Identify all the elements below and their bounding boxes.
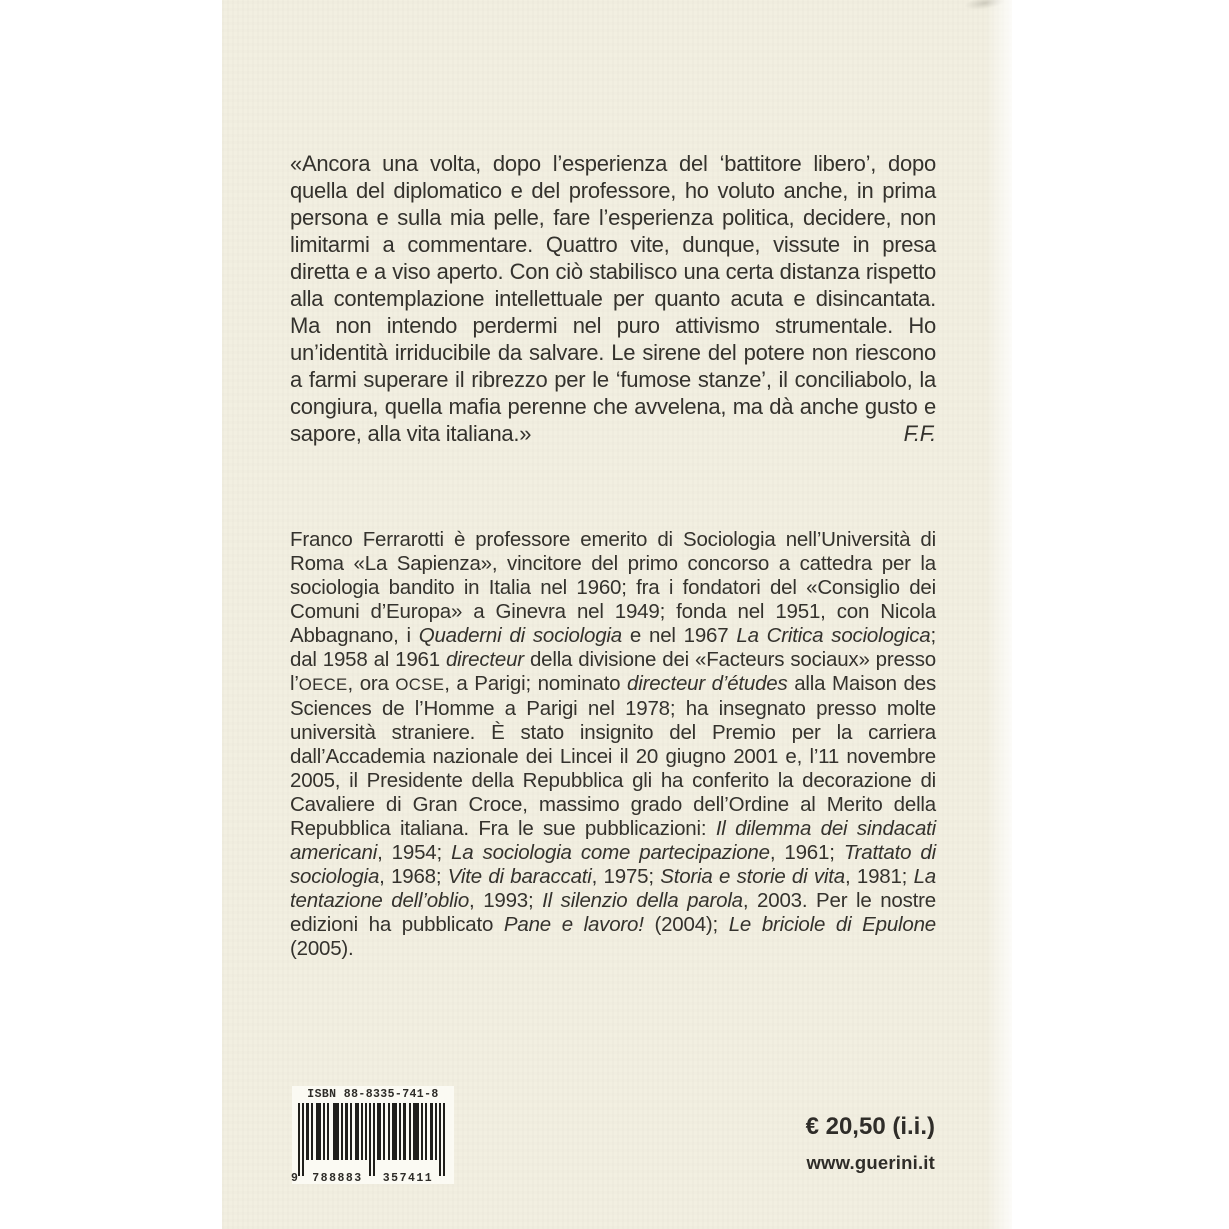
bio-text-segment: , ora — [347, 672, 396, 695]
bio-text-segment: OECE — [298, 675, 348, 694]
barcode-bar — [403, 1103, 406, 1160]
bio-text-segment: Quaderni di sociologia — [418, 624, 622, 647]
bio-text-segment: Le briciole di Epulone — [728, 913, 936, 936]
barcode-isbn-label: ISBN 88-8335-741-8 — [307, 1088, 439, 1101]
barcode-bar — [306, 1103, 309, 1160]
barcode-bar — [430, 1103, 433, 1160]
quote-paragraph — [290, 150, 936, 447]
barcode-bar — [439, 1103, 441, 1176]
barcode-bar — [392, 1103, 397, 1160]
barcode-bar — [435, 1103, 437, 1160]
barcode-bar — [425, 1103, 427, 1160]
page-edge-highlight — [986, 0, 1012, 1229]
bio-text-segment: La tentazione dell’oblio — [290, 865, 936, 912]
bio-text-segment: Franco Ferrarotti è professore emerito di Sociologia nell’Università di Roma «La Sapienza», vincitore del primo concorso a cattedra per la sociologia bandito in Italia nel 1960; fra i fondatori del «Consiglio dei Comuni d’Europa» a Ginevra nel 1949; fonda nel 1951, con Nicola Abbagnano, i — [290, 528, 936, 647]
barcode-bar — [413, 1103, 419, 1160]
bio-text-segment: Storia e storie di vita — [660, 865, 845, 888]
barcode-bar — [388, 1103, 390, 1160]
book-back-cover — [222, 0, 1012, 1229]
barcode-bar — [298, 1103, 300, 1176]
bio-text-segment: della divisione dei «Facteurs sociaux» presso l’ — [290, 648, 937, 695]
barcode-bar — [443, 1103, 445, 1176]
barcode-bar — [302, 1103, 304, 1176]
barcode-bar — [361, 1103, 363, 1160]
bio-text-segment: , 1954; — [377, 841, 452, 864]
bio-text-segment: ; dal 1958 al 1961 — [290, 624, 936, 671]
bio-text-segment: , 2003. Per le nostre edizioni ha pubblicato — [290, 889, 936, 936]
barcode-bar — [369, 1103, 371, 1176]
bio-text-segment: Il silenzio della parola — [542, 889, 743, 912]
bio-text-segment: directeur d’études — [627, 672, 788, 695]
website-label: www.guerini.it — [806, 1152, 935, 1173]
barcode-bar — [409, 1103, 411, 1160]
bio-text-segment: directeur — [445, 648, 524, 671]
bio-text-segment: Il dilemma dei sindacati americani — [290, 817, 936, 864]
quote-attribution: F.F. — [903, 421, 936, 446]
barcode-bar — [341, 1103, 343, 1160]
bio-text-segment: e nel 1967 — [622, 624, 737, 647]
barcode-bar — [383, 1103, 385, 1160]
bio-text-segment: , 1968; — [379, 865, 448, 888]
barcode-bar — [377, 1103, 381, 1160]
bio-text-segment: Pane e lavoro! — [503, 913, 644, 936]
barcode-bar — [350, 1103, 352, 1160]
quote-text: «Ancora una volta, dopo l’esperienza del ‘battitore libero’, dopo quella del diplomatico e del professore, ho voluto anche, in prima persona e sulla mia pelle, fare l’esperienza politica, decidere, non limitarmi a commentare. Quattro vite, dunque, vissute in presa diretta e a viso aperto. Con ciò stabilisco una certa distanza rispetto alla contemplazione intellettuale per quanto acuta e disincantata. Ma non intendo perdermi nel puro attivismo strumentale. Ho un’identità irriducibile da salvare. Le sirene del potere non riescono a farmi superare il ribrezzo per le ‘fumose stanze’, il conciliabolo, la congiura, quella mafia perenne che avvelena, ma dà anche gusto e sapore, alla vita italiana.» — [290, 151, 936, 446]
price-label: € 20,50 (i.i.) — [805, 1113, 935, 1140]
barcode-digit-group1: 788883 — [312, 1172, 363, 1185]
bio-text-segment: , 1975; — [591, 865, 661, 888]
barcode-digit-left: 9 — [291, 1172, 298, 1185]
barcode-bar — [365, 1103, 367, 1160]
bio-text-segment: , a Parigi; nominato — [444, 672, 628, 695]
barcode-bars — [291, 1103, 448, 1185]
bio-text-segment: La sociologia come partecipazione — [451, 841, 770, 864]
bio-text-segment: , 1981; — [844, 865, 914, 888]
bio-text-segment: La Critica sociologica — [736, 624, 931, 647]
barcode-bar — [327, 1103, 329, 1160]
bio-text-segment: (2004); — [643, 913, 729, 936]
barcode-bar — [355, 1103, 359, 1160]
barcode-bar — [345, 1103, 348, 1160]
bio-text-segment: OCSE — [395, 675, 445, 694]
bio-text-segment: alla Maison des Sciences de l’Homme a Parigi nel 1978; ha insegnato presso molte università straniere. È stato insignito del Premio per la carriera dall’Accademia nazionale dei Lincei il 20 giugno 2001 e, l’11 novembre 2005, il Presidente della Repubblica gli ha conferito la decorazione di Cavaliere di Gran Croce, massimo grado dell’Ordine al Merito della Repubblica italiana. Fra le sue pubblicazioni: — [290, 672, 936, 840]
barcode — [292, 1086, 454, 1184]
barcode-bar — [333, 1103, 339, 1160]
barcode-bar — [373, 1103, 375, 1176]
barcode-bar — [323, 1103, 325, 1160]
bio-paragraph — [290, 528, 936, 961]
bio-text-segment: , 1993; — [469, 889, 543, 912]
bio-text-segment: Vite di baraccati — [447, 865, 592, 888]
bio-text-segment: Trattato di sociologia — [290, 841, 936, 888]
barcode-bar — [421, 1103, 423, 1160]
bio-text-segment: , 1961; — [769, 841, 844, 864]
barcode-bar — [316, 1103, 321, 1160]
bio-text-segment: (2005). — [290, 937, 354, 960]
barcode-bar — [311, 1103, 313, 1160]
barcode-bar — [399, 1103, 401, 1160]
barcode-digit-group2: 357411 — [382, 1172, 434, 1185]
